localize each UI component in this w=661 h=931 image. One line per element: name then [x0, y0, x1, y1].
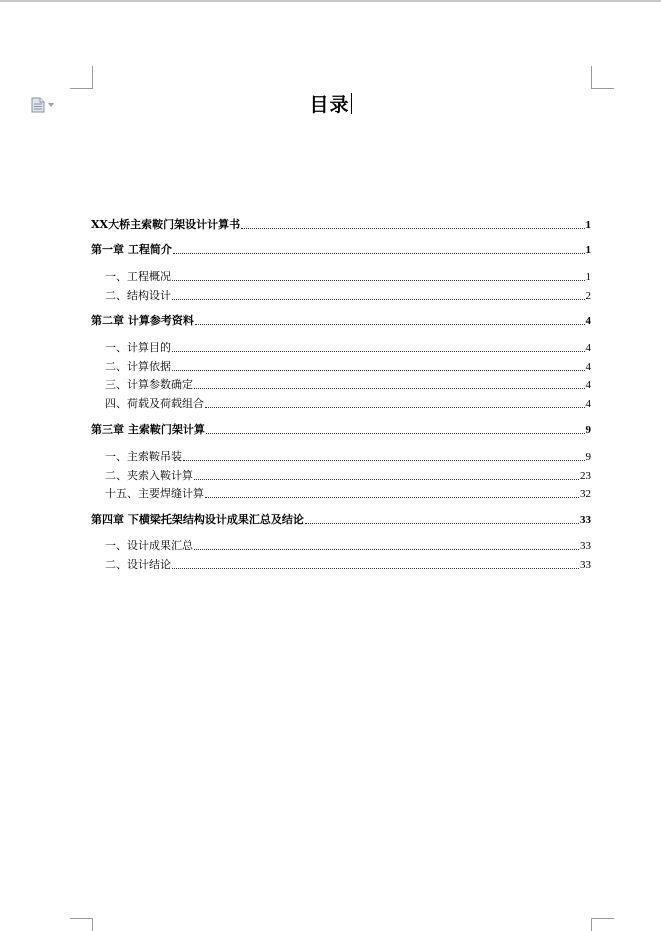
toc-chapter-entry[interactable] — [91, 509, 591, 527]
toc-page-number: 2 — [585, 290, 591, 302]
toc-chapter-entry[interactable] — [91, 214, 591, 232]
toc-entry-label: 一、计算目的 — [105, 341, 171, 354]
toc-page-number: 9 — [585, 424, 591, 436]
toc-chapter-entry[interactable] — [91, 310, 591, 328]
toc-page-number: 4 — [585, 379, 591, 391]
toc-page-number: 4 — [585, 398, 591, 410]
toc-section-entry[interactable] — [91, 285, 591, 303]
toc-leader-dots — [194, 387, 585, 389]
toc-section-entry[interactable] — [91, 465, 591, 483]
toc-entry-label: 二、结构设计 — [105, 289, 171, 302]
toc-entry-label: 一、主索鞍吊装 — [105, 450, 182, 463]
toc-chapter-entry[interactable] — [91, 419, 591, 437]
toc-section-entry[interactable] — [91, 535, 591, 553]
toc-entry-label: 二、计算依据 — [105, 360, 171, 373]
toc-page-number: 4 — [585, 342, 591, 354]
toc-leader-dots — [172, 298, 585, 300]
margin-mark-bottom-right — [591, 918, 614, 931]
margin-mark-bottom-left — [70, 918, 93, 931]
toc-page-number: 4 — [585, 361, 591, 373]
toc-page-number: 33 — [580, 540, 591, 552]
toc-page-number: 33 — [580, 559, 591, 571]
toc-leader-dots — [205, 406, 585, 408]
toc-entry-label: 第二章 计算参考资料 — [91, 314, 194, 327]
toc-leader-dots — [195, 323, 585, 325]
toc-leader-dots — [173, 252, 585, 254]
toc-section-entry[interactable] — [91, 356, 591, 374]
toc-leader-dots — [172, 350, 585, 352]
toc-leader-dots — [183, 459, 585, 461]
toc-page-number: 1 — [585, 244, 591, 256]
margin-mark-top-left — [70, 66, 93, 89]
margin-mark-top-right — [591, 66, 614, 89]
toc-page-number: 33 — [580, 514, 591, 526]
toc-page-number: 32 — [580, 488, 591, 500]
toc-section-entry[interactable] — [91, 554, 591, 572]
toc-entry-label: 二、夹索入鞍计算 — [105, 469, 193, 482]
toc-entry-label: 一、工程概况 — [105, 270, 171, 283]
toc-entry-label: XX大桥主索鞍门架设计计算书 — [91, 218, 241, 231]
toc-section-entry[interactable] — [91, 374, 591, 392]
toc-page-number: 9 — [585, 451, 591, 463]
toc-entry-label: 第三章 主索鞍门架计算 — [91, 423, 205, 436]
toc-section-entry[interactable] — [91, 266, 591, 284]
toc-leader-dots — [194, 548, 579, 550]
toc-leader-dots — [206, 432, 585, 434]
toc-leader-dots — [172, 369, 585, 371]
toc-page-number: 1 — [585, 271, 591, 283]
toc-page-number: 4 — [585, 315, 591, 327]
toc-leader-dots — [194, 478, 579, 480]
toc-leader-dots — [241, 227, 584, 229]
toc-section-entry[interactable] — [91, 337, 591, 355]
toc-leader-dots — [172, 567, 579, 569]
toc-entry-label: 一、设计成果汇总 — [105, 539, 193, 552]
toc-chapter-entry[interactable] — [91, 239, 591, 257]
toc-section-entry[interactable] — [91, 483, 591, 501]
toc-section-entry[interactable] — [91, 393, 591, 411]
toc-entry-label: 十五、主要焊缝计算 — [105, 487, 204, 500]
toc-leader-dots — [172, 279, 585, 281]
window-top-border — [0, 0, 661, 2]
toc-page-number: 1 — [585, 219, 591, 231]
text-cursor — [351, 93, 352, 114]
toc-leader-dots — [305, 522, 579, 524]
toc-entry-label: 第一章 工程简介 — [91, 243, 172, 256]
toc-entry-label: 第四章 下横梁托架结构设计成果汇总及结论 — [91, 513, 304, 526]
document-title: 目录 — [309, 94, 350, 116]
toc-entry-label: 二、设计结论 — [105, 558, 171, 571]
toc-page-number: 23 — [580, 470, 591, 482]
toc-leader-dots — [205, 496, 579, 498]
toc-entry-label: 三、计算参数确定 — [105, 378, 193, 391]
toc-entry-label: 四、荷载及荷载组合 — [105, 397, 204, 410]
toc-section-entry[interactable] — [91, 446, 591, 464]
